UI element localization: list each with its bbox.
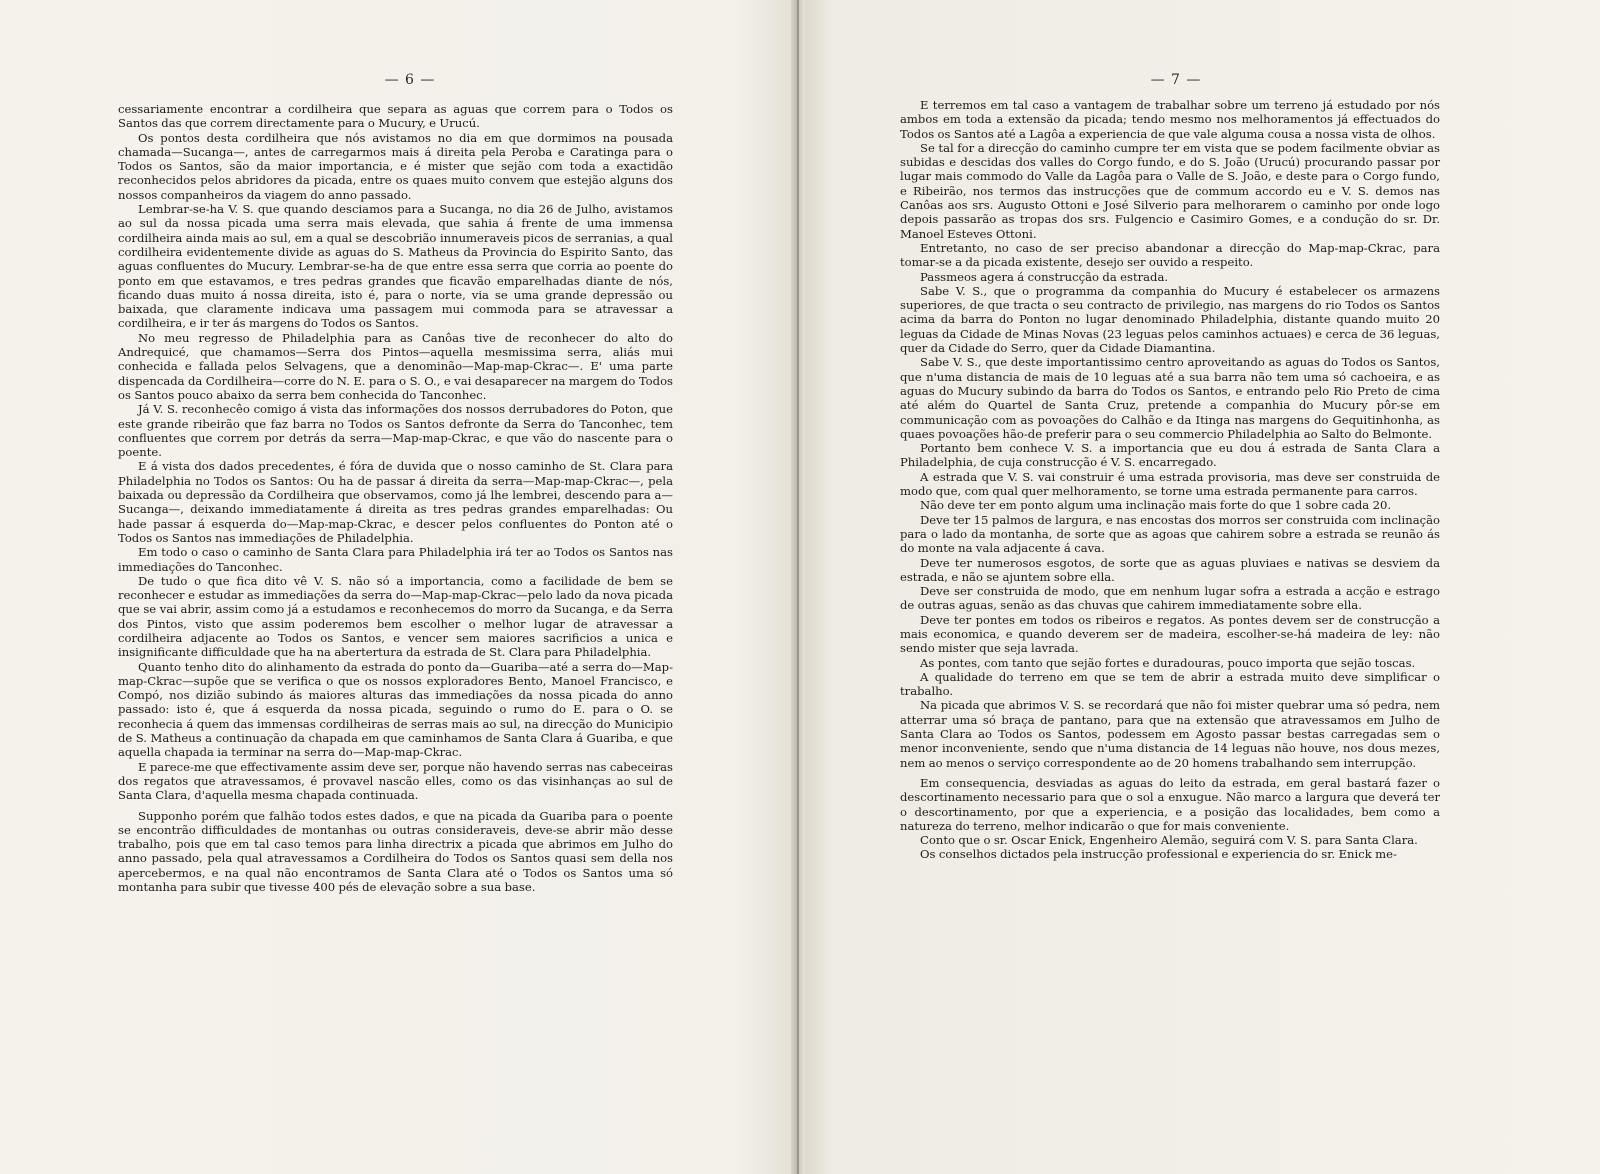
paragraph: Supponho porém que falhão todos estes dados, e que na picada da Guariba para o poente se encontrão difficuldades de montanhas ou outras consideraveis, deve-se abrir mão desse trabalho, pois que em tal caso temos para linha directrix a picada que abrimos em Julho do anno passado, pela qual atravessamos a Cordilheira do Todos os Santos quasi sem della nos apercebermos, e na qual não encontramos de Santa Clara até o Todos os Santos uma só montanha para subir que tivesse 400 pés de elevação sobre a sua base. xyxy=(118,808,673,895)
page-number-right: — 7 — xyxy=(1150,72,1202,88)
right-page xyxy=(800,0,1600,1174)
paragraph: Sabe V. S., que o programma da companhia do Mucury é estabelecer os armazens superiores, de que tracta o seu contracto de privilegio, nas margens do rio Todos os Santos acima da barra do Ponton no lugar denominado Philadelphia, distante quando muito 20 leguas da Cidade de Minas Novas (23 leguas pelos caminhos actuaes) e cerca de 36 leguas, quer da Cidade do Serro, quer da Cidade Diamantina. xyxy=(900,283,1440,356)
paragraph: Na picada que abrimos V. S. se recordará que não foi mister quebrar uma só pedra, nem atterrar uma só braça de pantano, para que na extensão que atravessamos em Julho de Santa Clara ao Todos os Santos, podessem em Agosto passar bestas carregadas sem o menor inconveniente, sendo que n'uma distancia de 14 leguas não houve, nos dous mezes, nem ao menos o serviço correspondente ao de 20 homens trabalhando sem interrupção. xyxy=(900,698,1440,770)
page-number-left: — 6 — xyxy=(384,72,436,88)
paragraph: Deve ter 15 palmos de largura, e nas encostas dos morros ser construida com inclinação para o lado da montanha, de sorte que as agoas que cahirem sobre a estrada se reunão ás do monte na vala adjacente á cava. xyxy=(900,512,1440,556)
paragraph: A qualidade do terreno em que se tem de abrir a estrada muito deve simplificar o trabalho. xyxy=(900,669,1440,699)
paragraph: E terremos em tal caso a vantagem de trabalhar sobre um terreno já estudado por nós ambos em toda a extensão da picada; tendo mesmo nos melhoramentos já effectuados do Todos os Santos até a Lagôa a experiencia de que vale alguma cousa a nossa vista de olhos. xyxy=(900,98,1440,141)
paragraph: Em consequencia, desviadas as aguas do leito da estrada, em geral bastará fazer o descortinamento necessario para que o sol a enxugue. Não marco a largura que deverá ter o descortinamento, por que a experiencia, e a posição das localidades, bem como a natureza do terreno, melhor indicarão o que for mais conveniente. xyxy=(900,775,1440,833)
paragraph: Os pontos desta cordilheira que nós avistamos no dia em que dormimos na pousada chamada—Sucanga—, antes de carregarmos mais á direita pela Peroba e Caratinga para o Todos os Santos, são da maior importancia, e é mister que sejão com toda a exactidão reconhecidos pelos abridores da picada, entre os quaes muito convem que estejão alguns dos nossos companheiros da viagem do anno passado. xyxy=(118,130,673,202)
paragraph: Deve ser construida de modo, que em nenhum lugar sofra a estrada a acção e estrago de outras aguas, senão as das chuvas que cahirem immediatamente sobre ella. xyxy=(900,584,1440,613)
paragraph: Não deve ter em ponto algum uma inclinação mais forte do que 1 sobre cada 20. xyxy=(920,498,1392,513)
paragraph: Entretanto, no caso de ser preciso abandonar a direcção do Map-map-Ckrac, para tomar-se a da picada existente, desejo ser ouvido a respeito. xyxy=(900,240,1440,270)
right-page-text xyxy=(900,98,1440,862)
gutter-fold xyxy=(797,0,799,1174)
paragraph: E parece-me que effectivamente assim deve ser, porque não havendo serras nas cabeceiras dos regatos que atravessamos, é provavel nascão elles, como os das visinhanças ao sul de Santa Clara, d'aquella mesma chapada continuada. xyxy=(118,759,673,803)
paragraph: Lembrar-se-ha V. S. que quando desciamos para a Sucanga, no dia 26 de Julho, avistamos ao sul da nossa picada uma serra mais elevada, que sahia á frente de uma immensa cordilheira ainda mais ao sul, em a qual se descobrião innumeraveis picos de serranias, a qual cordilheira evidentemente divide as aguas do S. Matheus da Provincia do Espirito Santo, das aguas confluentes do Mucury. Lembrar-se-ha de que entre essa serra que corria ao poente do ponto em que estavamos, e tres pedras grandes que ficavão emparelhadas diante de nós, ficando duas muito á nossa direita, isto é, para o norte, via se uma grande depressão ou baixada, que claramente indicava uma passagem mui commoda para se atravessar a cordilheira, e ir ter ás margens do Todos os Santos. xyxy=(118,202,673,331)
paragraph: Deve ter numerosos esgotos, de sorte que as aguas pluviaes e nativas se desviem da estrada, e não se ajuntem sobre ella. xyxy=(900,555,1440,584)
paragraph: A estrada que V. S. vai construir é uma estrada provisoria, mas deve ser construida de modo que, com qual quer melhoramento, se torne uma estrada permanente para carros. xyxy=(900,469,1440,499)
left-page-text xyxy=(118,102,673,894)
paragraph: Deve ter pontes em todos os ribeiros e regatos. As pontes devem ser de construcção a mais economica, e quando deverem ser de madeira, escolher-se-há madeira de ley: não sendo mister que seja lavrada. xyxy=(900,612,1440,656)
paragraph: As pontes, com tanto que sejão fortes e duradouras, pouco importa que sejão toscas. xyxy=(920,655,1416,670)
paragraph: Conto que o sr. Oscar Enick, Engenheiro Alemão, seguirá com V. S. para Santa Clara. xyxy=(920,833,1418,848)
paragraph: Em todo o caso o caminho de Santa Clara para Philadelphia irá ter ao Todos os Santos nas immediações do Tanconhec. xyxy=(118,545,673,574)
paragraph: Se tal for a direcção do caminho cumpre ter em vista que se podem facilmente obviar as subidas e descidas dos valles do Corgo fundo, e do S. João (Urucú) procurando passar por lugar mais commodo do Valle da Lagôa para o Valle de S. João, e deste para o Corgo fundo, e Ribeirão, nos termos das instrucções que de commum accordo eu e V. S. demos nas Canôas aos srs. Augusto Ottoni e José Silverio para melhorarem o caminho por onde logo depois passarão as tropas dos srs. Fulgencio e Casimiro Gomes, e a condução do sr. Dr. Manoel Esteves Ottoni. xyxy=(900,140,1440,241)
paragraph: cessariamente encontrar a cordilheira que separa as aguas que correm para o Todos os Santos das que correm directamente para o Mucury, e Urucú. xyxy=(118,102,673,131)
paragraph: Os conselhos dictados pela instrucção professional e experiencia do sr. Enick me- xyxy=(920,847,1397,862)
paragraph: De tudo o que fica dito vê V. S. não só a importancia, como a facilidade de bem se reconhecer e estudar as immediações da serra do—Map-map-Ckrac—pelo lado da nova picada que se vai abrir, assim como já a estudamos e reconhecemos do morro da Sucanga, e da Serra dos Pintos, visto que assim poderemos bem escolher o melhor lugar de atravessar a cordilheira adjacente ao Todos os Santos, e vencer sem maiores sacrificios a unica e insignificante difficuldade que ha na abertertura da estrada de St. Clara para Philadelphia. xyxy=(118,573,673,660)
paragraph: Portanto bem conhece V. S. a importancia que eu dou á estrada de Santa Clara a Philadelphia, de cuja construcção é V. S. encarregado. xyxy=(900,441,1440,470)
paragraph: E á vista dos dados precedentes, é fóra de duvida que o nosso caminho de St. Clara para Philadelphia no Todos os Santos: Ou ha de passar á direita da serra—Map-map-Ckrac—, pela baixada ou depressão da Cordilheira que observamos, como já lhe lembrei, descendo para a—Sucanga—, deixando immediatamente á direita as tres pedras grandes emparelhadas: Ou hade passar á esquerda do—Map-map-Ckrac, e descer pelos confluentes do Ponton até o Todos os Santos nas immediações de Philadelphia. xyxy=(118,459,673,545)
paragraph: Sabe V. S., que deste importantissimo centro aproveitando as aguas do Todos os Santos, que n'uma distancia de mais de 10 leguas até a sua barra não tem uma só cachoeira, e as aguas do Mucury subindo da barra do Todos os Santos, e entrando pelo Rio Preto de cima até além do Quartel de Santa Cruz, pretende a companhia do Mucury pôr-se em communicação com as povoações do Calhão e da Itinga nas margens do Gequitinhonha, as quaes povoações hão-de preferir para o seu commercio Philadelphia ao Salto do Belmonte. xyxy=(900,355,1440,441)
paragraph: Passmeos agera á construcção da estrada. xyxy=(920,269,1169,284)
paragraph: Já V. S. reconhecêo comigo á vista das informações dos nossos derrubadores do Poton, que este grande ribeirão que faz barra no Todos os Santos defronte da Serra do Tanconhec, tem confluentes que correm por detrás da serra—Map-map-Ckrac, e que vão do nascente para o poente. xyxy=(118,402,673,460)
paragraph: No meu regresso de Philadelphia para as Canôas tive de reconhecer do alto do Andrequicé, que chamamos—Serra dos Pintos—aquella mesmissima serra, aliás mui conhecida e fallada pelos Selvagens, que a denominão—Map-map-Ckrac—. E' uma parte dispencada da Cordilheira—corre do N. E. para o S. O., e vai desaparecer na margem do Todos os Santos pouco abaixo da serra bem conhecida do Tanconhec. xyxy=(118,330,673,402)
paragraph: Quanto tenho dito do alinhamento da estrada do ponto da—Guariba—até a serra do—Map-map-Ckrac—supõe que se verifica o que os nossos exploradores Bento, Manoel Francisco, e Compó, nos dizião subindo ás maiores alturas das immediações da nossa picada do anno passado: isto é, que á esquerda da nossa picada, seguindo o rumo do E. para o O. se reconhecia á quem das immensas cordilheiras de serras mais ao sul, na direcção do Municipio de S. Matheus a continuação da chapada em que caminhamos de Santa Clara á Guariba, e que aquella chapada ia terminar na serra do—Map-map-Ckrac. xyxy=(118,659,673,760)
